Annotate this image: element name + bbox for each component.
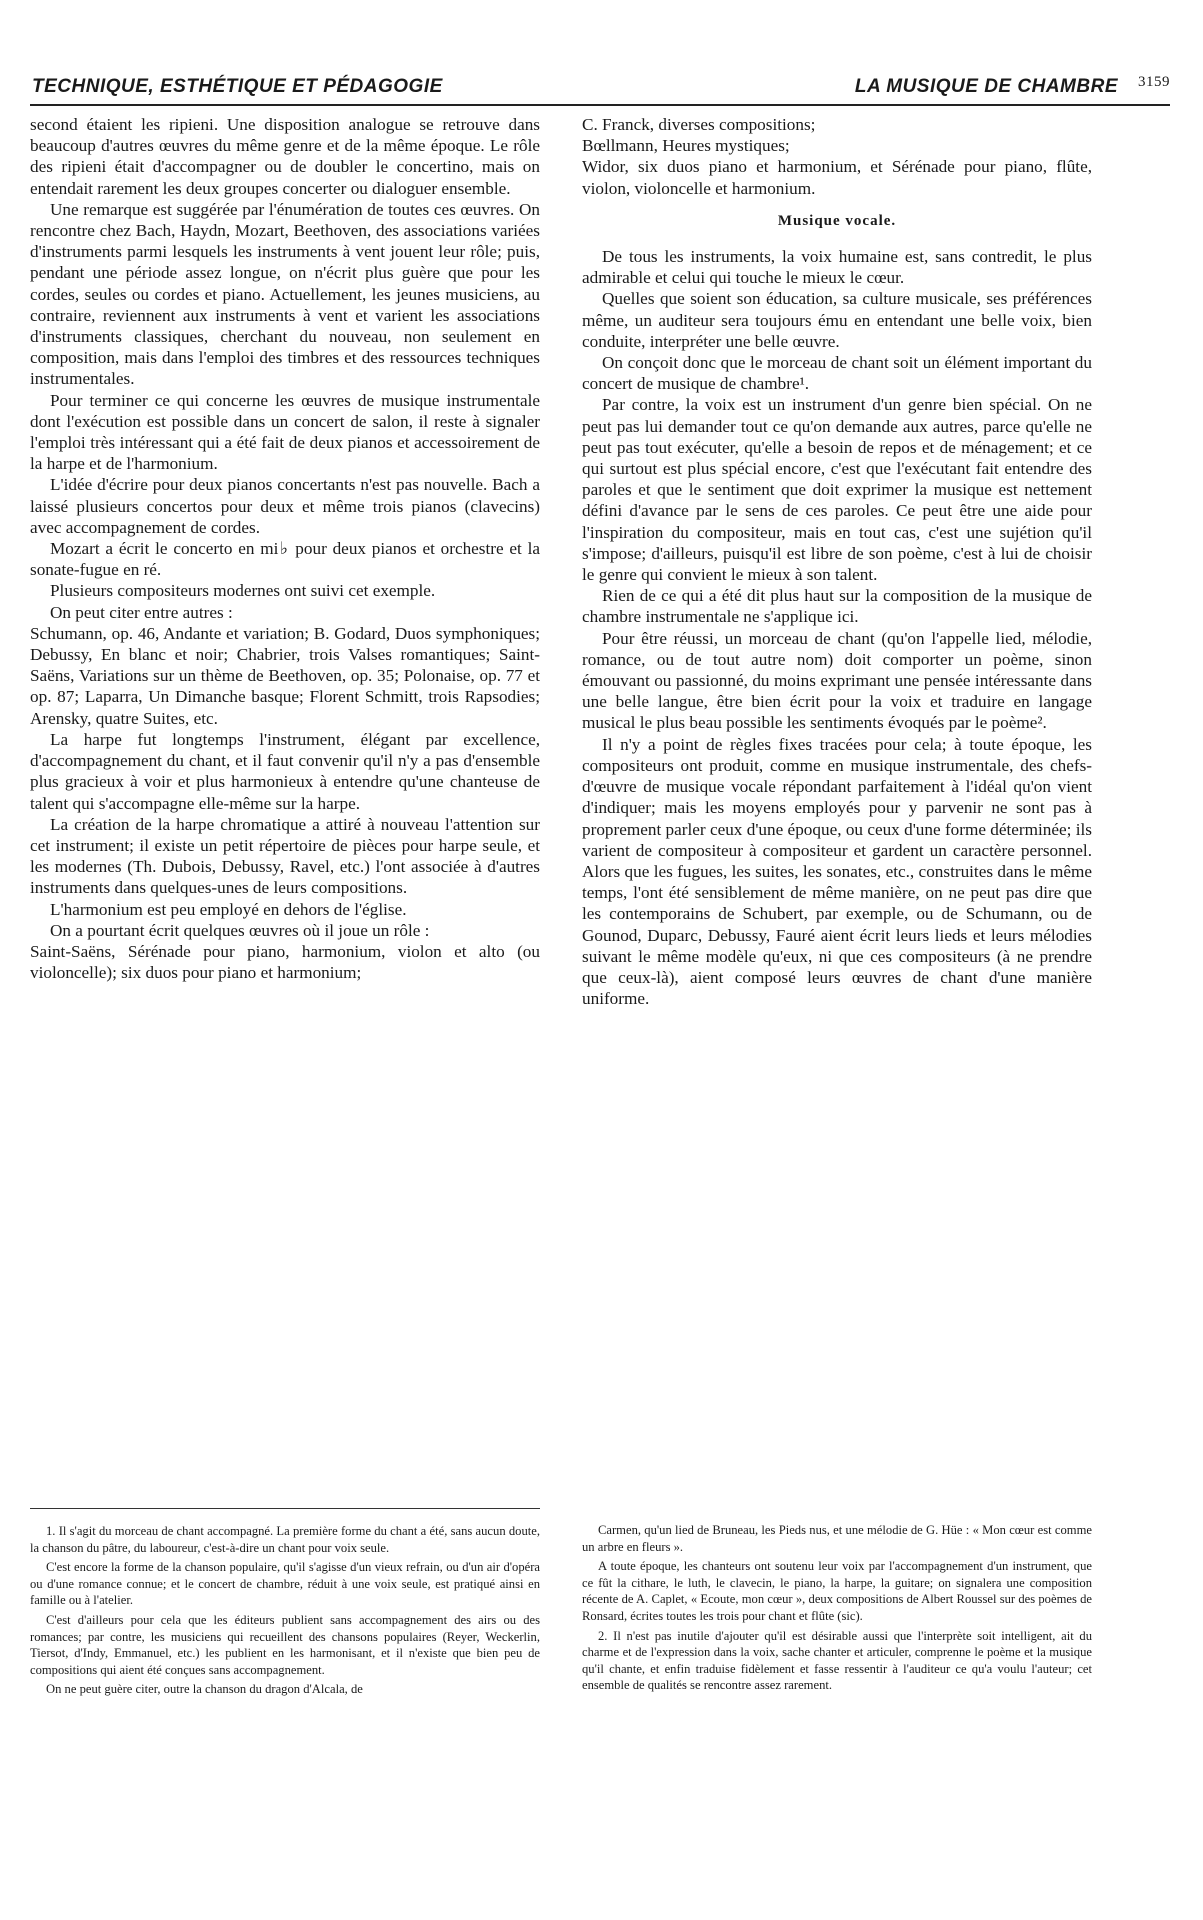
footnote: On ne peut guère citer, outre la chanson du dragon d'Alcala, de [46,1682,363,1697]
works-list: Schumann, op. 46, Andante et variation; B. Godard, Duos symphoniques; Debussy, En blanc et noir; Chabrier, trois Valses romantiques; Saint-Saëns, Variations sur un thème de Beethoven, op. 35; Polonaise, op. 77 et op. 87; Laparra, Un Dimanche basque; Florent Schmitt, trois Rapsodies; Arensky, quatre Suites, etc. [30,623,540,728]
paragraph: second étaient les ripieni. Une disposition analogue se retrouve dans beaucoup d'autres œuvres du même genre et de la même époque. Le rôle des ripieni était d'accompagner ou de doubler le concertino, mais on entendait rarement les deux groupes concerter ou dialoguer ensemble. [30,115,540,198]
footnotes-left [30,1508,540,1701]
footnote: 2. Il n'est pas inutile d'ajouter qu'il est désirable aussi que l'interprète soit intelligent, ait du charme et de l'expression dans la voix, sache chanter et articuler, comprenne le poème et la musique qu'il chante, et enfin traduise fidèlement et fasse ressentir à l'auditeur ce qu'a voulu l'auteur; cet ensemble de qualités se rencontre assez rarement. [582,1628,1092,1693]
paragraph: Il n'y a point de règles fixes tracées pour cela; à toute époque, les compositeurs ont produit, comme en musique instrumentale, des chefs-d'œuvre de musique vocale répondant parfaitement à l'idéal qu'on vient d'indiquer; mais les moyens employés pour y parvenir ne sont pas à proprement parler ceux d'une époque, ou ceux d'une forme déterminée; ils varient de compositeur à compositeur et gardent un caractère personnel. Alors que les fugues, les suites, les sonates, etc., construites dans le même temps, l'ont été sensiblement de même manière, on ne peut pas dire que les contemporains de Schubert, par exemple, ou de Schumann, ou de Gounod, Duparc, Debussy, Fauré aient écrit leurs lieds et leurs mélodies suivant le même modèle qu'eux, ni que ces compositeurs (à ne prendre que ceux-là), aient composé leurs œuvres de chant d'une manière uniforme. [582,734,1092,1009]
paragraph: Une remarque est suggérée par l'énumération de toutes ces œuvres. On rencontre chez Bach, Haydn, Mozart, Beethoven, des associations variées d'instruments parmi lesquels les instruments à vent jouent leur rôle; puis, pendant une période assez longue, on n'écrit plus guère que pour les cordes, seules ou cordes et piano. Actuellement, les jeunes musiciens, au contraire, reviennent aux instruments à vent et varient les associations d'instruments classiques, cherchant du nouveau, non seulement en composition, mais dans l'emploi des timbres et des ressources techniques instrumentales. [30,199,540,389]
footnotes-right [582,1508,1092,1697]
running-header [30,74,1170,106]
works-list: Widor, six duos piano et harmonium, et Sérénade pour piano, flûte, violon, violoncelle et harmonium. [582,157,1092,198]
works-list: Bœllmann, Heures mystiques; [582,136,790,156]
paragraph: Rien de ce qui a été dit plus haut sur la composition de la musique de chambre instrumentale ne s'applique ici. [582,586,1092,627]
right-column [582,114,1092,1009]
footnote: Carmen, qu'un lied de Bruneau, les Pieds nus, et une mélodie de G. Hüe : « Mon cœur est comme un arbre en fleurs ». [582,1523,1092,1554]
paragraph: La création de la harpe chromatique a attiré à nouveau l'attention sur cet instrument; il existe un petit répertoire de pièces pour harpe seule, et les modernes (Th. Dubois, Debussy, Ravel, etc.) l'ont associée à d'autres instruments dans quelques-unes de leurs compositions. [30,814,540,898]
paragraph: L'idée d'écrire pour deux pianos concertants n'est pas nouvelle. Bach a laissé plusieurs concertos pour deux et même trois pianos (clavecins) avec accompagnement de cordes. [30,475,540,537]
footnote: C'est encore la forme de la chanson populaire, qu'il s'agisse d'un vieux refrain, ou d'un air d'opéra ou d'une romance connue; et le concert de chambre, réduit à une voix seule, est pratiqué ainsi en famille ou à l'atelier. [30,1560,540,1608]
paragraph: L'harmonium est peu employé en dehors de l'église. [50,899,407,919]
page-number: 3159 [1138,74,1170,90]
left-column [30,114,540,983]
paragraph: De tous les instruments, la voix humaine est, sans contredit, le plus admirable et celui qui touche le mieux le cœur. [582,247,1092,288]
paragraph: Par contre, la voix est un instrument d'un genre bien spécial. On ne peut pas lui demander tout ce qu'on demande aux autres, parce qu'elle ne peut pas tout exécuter, qu'elle a besoin de repos et de ménagement; et ce qui surtout est plus spécial encore, c'est que l'exécutant fait entendre des paroles et que le sentiment que doit exprimer la musique est nettement défini d'avance par le sens de ces paroles. Ce peut être une aide pour l'inspiration du compositeur, mais en tout cas, c'est une sujétion qu'il s'impose; d'ailleurs, puisqu'il est libre de son poème, c'est à lui de choisir le genre qui convient le mieux à son talent. [582,395,1092,585]
paragraph: Pour terminer ce qui concerne les œuvres de musique instrumentale dont l'exécution est possible dans un concert de salon, il reste à signaler l'emploi très intéressant qui a été fait de deux pianos et accessoirement de la harpe et de l'harmonium. [30,390,540,474]
section-heading: Musique vocale. [777,212,897,229]
paragraph: Quelles que soient son éducation, sa culture musicale, ses préférences même, un auditeur sera toujours ému en entendant une belle voix, bien conduite, interpréter une belle œuvre. [582,289,1092,351]
paragraph: On conçoit donc que le morceau de chant soit un élément important du concert de musique de chambre¹. [582,353,1092,394]
paragraph: La harpe fut longtemps l'instrument, élégant par excellence, d'accompagnement du chant, et il faut convenir qu'il n'y a pas d'ensemble plus gracieux à voir et plus harmonieux à entendre qu'une chanteuse de talent qui s'accompagne elle-même sur la harpe. [30,729,540,813]
header-left-title: TECHNIQUE, ESTHÉTIQUE ET PÉDAGOGIE [32,76,443,97]
paragraph: Pour être réussi, un morceau de chant (qu'on l'appelle lied, mélodie, romance, ou de tout autre nom) doit comporter un poème, sinon émouvant ou passionné, du moins exprimant une pensée intéressante dans une belle langue, être bien écrit pour la voix et traduire en langage musical le plus beau possible les sentiments évoqués par le poème². [582,628,1092,733]
works-list: C. Franck, diverses compositions; [582,115,816,134]
footnote: 1. Il s'agit du morceau de chant accompagné. La première forme du chant a été, sans aucun doute, la chanson du pâtre, du laboureur, c'est-à-dire un chant pour voix seule. [30,1524,540,1555]
paragraph: Mozart a écrit le concerto en mi♭ pour deux pianos et orchestre et la sonate-fugue en ré. [30,539,540,580]
paragraph: Plusieurs compositeurs modernes ont suivi cet exemple. [50,581,436,601]
paragraph: On a pourtant écrit quelques œuvres où il joue un rôle : [50,920,430,940]
header-right-title: LA MUSIQUE DE CHAMBRE [854,76,1118,97]
paragraph: On peut citer entre autres : [50,602,233,622]
footnote: A toute époque, les chanteurs ont soutenu leur voix par l'accompagnement d'un instrument, que ce fût la cithare, le luth, le clavecin, le piano, la harpe, la guitare; on signalera une composition récente de A. Caplet, « Ecoute, mon cœur », deux compositions de Albert Roussel sur des poèmes de Ronsard, écrites toutes les trois pour chant et flûte (sic). [582,1559,1092,1623]
footnote: C'est d'ailleurs pour cela que les éditeurs publient sans accompagnement des airs ou des romances; par contre, les musiciens qui recueillent des chansons populaires (Reyer, Weckerlin, Tiersot, d'Indy, Emmanuel, etc.) les publient en les harmonisant, et il n'existe que bien peu de compositions qui aient été conçues sans accompagnement. [30,1612,540,1677]
works-list: Saint-Saëns, Sérénade pour piano, harmonium, violon et alto (ou violoncelle); six duos pour piano et harmonium; [30,941,540,983]
